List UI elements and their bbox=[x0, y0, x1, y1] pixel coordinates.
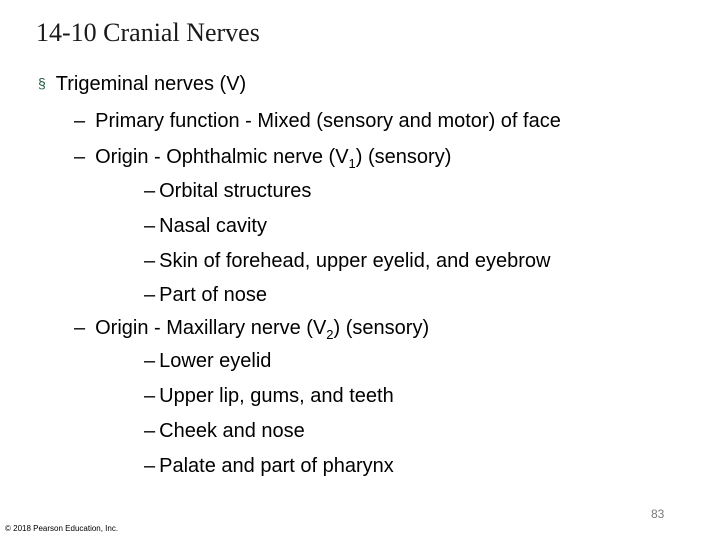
dash-bullet: – bbox=[144, 215, 156, 237]
slide-title: 14-10 Cranial Nerves bbox=[36, 18, 260, 47]
bullet-item bbox=[144, 419, 305, 443]
dash-bullet: – bbox=[74, 146, 86, 168]
bullet-item bbox=[74, 145, 451, 169]
dash-bullet: – bbox=[144, 455, 156, 477]
bullet-item bbox=[144, 249, 551, 273]
bullet-item bbox=[144, 384, 394, 408]
bullet-text: Primary function - Mixed (sensory and motor) of face bbox=[95, 110, 561, 132]
dash-bullet: – bbox=[144, 350, 156, 372]
bullet-item bbox=[144, 283, 267, 307]
bullet-text: Lower eyelid bbox=[159, 350, 272, 372]
bullet-text: Orbital structures bbox=[159, 180, 312, 202]
dash-bullet: – bbox=[74, 110, 86, 132]
bullet-text: Upper lip, gums, and teeth bbox=[159, 385, 394, 407]
bullet-text-suffix: ) (sensory) bbox=[355, 146, 452, 168]
bullet-item bbox=[74, 109, 561, 133]
bullet-text: Cheek and nose bbox=[159, 420, 305, 442]
bullet-text: Trigeminal nerves (V) bbox=[55, 73, 247, 95]
bullet-text: Origin - Maxillary nerve (V bbox=[95, 317, 327, 339]
bullet-text: Nasal cavity bbox=[159, 215, 267, 237]
dash-bullet: – bbox=[74, 317, 86, 339]
bullet-text: Origin - Ophthalmic nerve (V bbox=[95, 146, 349, 168]
dash-bullet: – bbox=[144, 284, 156, 306]
bullet-item bbox=[144, 349, 271, 373]
bullet-item bbox=[74, 316, 429, 340]
bullet-text: Part of nose bbox=[159, 284, 267, 306]
dash-bullet: – bbox=[144, 385, 156, 407]
page-number: 83 bbox=[651, 507, 665, 521]
subscript: 2 bbox=[326, 327, 334, 342]
bullet-item bbox=[144, 179, 311, 203]
dash-bullet: – bbox=[144, 180, 156, 202]
bullet-item bbox=[144, 454, 394, 478]
bullet-text: Palate and part of pharynx bbox=[159, 455, 394, 477]
subscript: 1 bbox=[348, 156, 356, 171]
bullet-text-suffix: ) (sensory) bbox=[333, 317, 430, 339]
bullet-text: Skin of forehead, upper eyelid, and eyebrow bbox=[159, 250, 551, 272]
copyright-notice: © 2018 Pearson Education, Inc. bbox=[5, 524, 119, 533]
square-bullet-icon: § bbox=[38, 75, 46, 91]
dash-bullet: – bbox=[144, 250, 156, 272]
dash-bullet: – bbox=[144, 420, 156, 442]
bullet-item bbox=[38, 72, 246, 97]
bullet-item bbox=[144, 214, 267, 238]
